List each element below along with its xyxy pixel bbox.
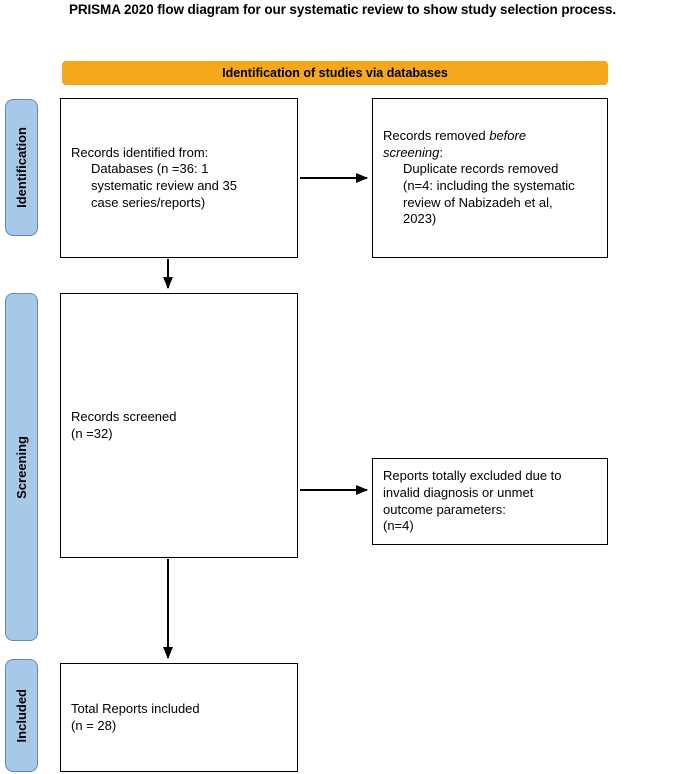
phase-bar-screening <box>5 293 38 641</box>
records-removed-heading-part2: : <box>439 144 443 160</box>
records-removed-detail: Duplicate records removed (n=4: including the systematic review of Nabizadeh et al, 2023) <box>403 161 575 227</box>
records-identified-heading: Records identified from: <box>71 144 209 160</box>
records-screened-count: (n =32) <box>71 425 113 441</box>
reports-excluded-label: Reports totally excluded due to invalid diagnosis or unmet outcome parameters: <box>383 468 562 517</box>
diagram-title: PRISMA 2020 flow diagram for our systematic review to show study selection process. <box>68 2 617 17</box>
identification-banner <box>62 61 608 85</box>
box-records-identified <box>60 98 298 258</box>
phase-label-identification: Identification <box>14 127 29 208</box>
phase-bar-included <box>5 659 38 772</box>
phase-label-screening: Screening <box>14 435 29 499</box>
reports-included-label: Total Reports included <box>71 700 200 716</box>
banner-label: Identification of studies via databases <box>222 66 448 80</box>
records-screened-label: Records screened <box>71 408 177 424</box>
records-removed-heading-italic: before screening <box>383 128 527 160</box>
reports-included-count: (n = 28) <box>71 717 117 733</box>
records-removed-heading-part1: Records removed <box>383 128 490 144</box>
box-reports-included <box>60 663 298 772</box>
phase-bar-identification <box>5 99 38 236</box>
records-removed-heading <box>383 128 558 161</box>
box-records-removed <box>372 98 608 258</box>
records-identified-detail: Databases (n =36: 1 systematic review and 35 case series/reports) <box>91 161 237 210</box>
phase-label-included: Included <box>14 688 29 743</box>
box-reports-excluded <box>372 458 608 545</box>
reports-excluded-count: (n=4) <box>383 518 414 534</box>
box-records-screened <box>60 293 298 558</box>
